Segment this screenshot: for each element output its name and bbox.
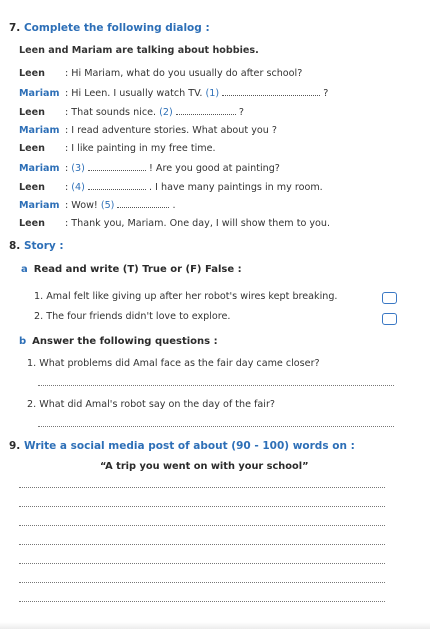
dialog-text: ? bbox=[238, 107, 244, 118]
answer-line-b1[interactable] bbox=[38, 385, 394, 386]
speaker-mariam: Mariam bbox=[19, 125, 60, 136]
speaker-leen: Leen bbox=[19, 218, 45, 229]
q7-title-text: Complete the following dialog : bbox=[23, 22, 210, 34]
q7-intro: Leen and Mariam are talking about hobbies. bbox=[19, 45, 259, 56]
dialog-line-6 bbox=[19, 162, 280, 174]
blank-label-1: (1) bbox=[205, 88, 220, 99]
dialog-text: : Hi Leen. I usually watch TV. bbox=[65, 88, 206, 99]
tf-answer-box-2[interactable] bbox=[382, 313, 397, 325]
dialog-line-5 bbox=[19, 143, 216, 154]
writing-line-3[interactable] bbox=[19, 525, 385, 526]
speaker-leen: Leen bbox=[19, 182, 45, 193]
blank-label-2: (2) bbox=[159, 107, 173, 118]
q7-title bbox=[9, 22, 210, 34]
dialog-text: : That sounds nice. bbox=[65, 107, 160, 118]
q9-topic: “A trip you went on with your school” bbox=[100, 461, 309, 472]
q8a-title bbox=[21, 264, 242, 275]
blank-label-4: (4) bbox=[71, 182, 85, 193]
q8a-title-text: Read and write (T) True or (F) False : bbox=[33, 264, 242, 275]
writing-line-4[interactable] bbox=[19, 544, 385, 545]
dialog-line-7 bbox=[19, 181, 323, 193]
page-bottom-shadow bbox=[0, 622, 430, 629]
dialog-line-3 bbox=[19, 106, 244, 118]
answer-line-b2[interactable] bbox=[38, 426, 394, 427]
blank-3[interactable] bbox=[88, 162, 146, 171]
q9-title-text: Write a social media post of about (90 - 100) words on : bbox=[23, 440, 355, 452]
speaker-mariam: Mariam bbox=[19, 163, 60, 174]
blank-label-3: (3) bbox=[71, 163, 85, 174]
blank-4[interactable] bbox=[88, 181, 146, 190]
dialog-text: : bbox=[65, 182, 72, 193]
speaker-mariam: Mariam bbox=[19, 200, 60, 211]
question-b1: 1. What problems did Amal face as the fair day came closer? bbox=[27, 358, 320, 369]
q9-number: 9. bbox=[9, 440, 21, 452]
dialog-text: : Wow! bbox=[65, 200, 101, 211]
writing-line-5[interactable] bbox=[19, 563, 385, 564]
dialog-line-9 bbox=[19, 218, 330, 229]
speaker-leen: Leen bbox=[19, 107, 45, 118]
question-b2: 2. What did Amal's robot say on the day of the fair? bbox=[27, 399, 276, 410]
dialog-text: : I read adventure stories. What about you ? bbox=[65, 125, 277, 136]
q8a-letter: a bbox=[21, 264, 28, 275]
q9-title bbox=[9, 440, 355, 452]
writing-line-6[interactable] bbox=[19, 582, 385, 583]
blank-2[interactable] bbox=[176, 106, 236, 115]
blank-1[interactable] bbox=[222, 87, 320, 96]
speaker-leen: Leen bbox=[19, 68, 45, 79]
blank-label-5: (5) bbox=[100, 200, 115, 211]
dialog-text: : Hi Mariam, what do you usually do after school? bbox=[65, 68, 303, 79]
dialog-text: : bbox=[65, 163, 72, 174]
tf-statement-1: 1. Amal felt like giving up after her robot's wires kept breaking. bbox=[34, 291, 338, 302]
tf-statement-2: 2. The four friends didn't love to explore. bbox=[34, 311, 231, 322]
q7-number: 7. bbox=[9, 22, 21, 34]
speaker-leen: Leen bbox=[19, 143, 45, 154]
dialog-text: : I like painting in my free time. bbox=[65, 143, 216, 154]
blank-5[interactable] bbox=[117, 199, 169, 208]
q8b-title bbox=[19, 336, 218, 347]
dialog-text: ! Are you good at painting? bbox=[149, 163, 280, 174]
q8b-title-text: Answer the following questions : bbox=[32, 336, 218, 347]
writing-line-7[interactable] bbox=[19, 601, 385, 602]
dialog-line-2 bbox=[19, 87, 328, 99]
dialog-line-8 bbox=[19, 199, 176, 211]
q8b-letter: b bbox=[19, 336, 27, 347]
dialog-line-1 bbox=[19, 68, 302, 79]
writing-line-2[interactable] bbox=[19, 506, 385, 507]
q8-title bbox=[9, 240, 64, 252]
dialog-line-4 bbox=[19, 125, 277, 136]
writing-line-1[interactable] bbox=[19, 487, 385, 488]
q8-number: 8. bbox=[9, 240, 21, 252]
q8-title-text: Story : bbox=[23, 240, 64, 252]
tf-answer-box-1[interactable] bbox=[382, 292, 397, 304]
dialog-text: ? bbox=[323, 88, 329, 99]
dialog-text: . bbox=[172, 200, 176, 211]
dialog-text: . I have many paintings in my room. bbox=[149, 182, 323, 193]
dialog-text: : Thank you, Mariam. One day, I will show them to you. bbox=[65, 218, 331, 229]
speaker-mariam: Mariam bbox=[19, 88, 60, 99]
